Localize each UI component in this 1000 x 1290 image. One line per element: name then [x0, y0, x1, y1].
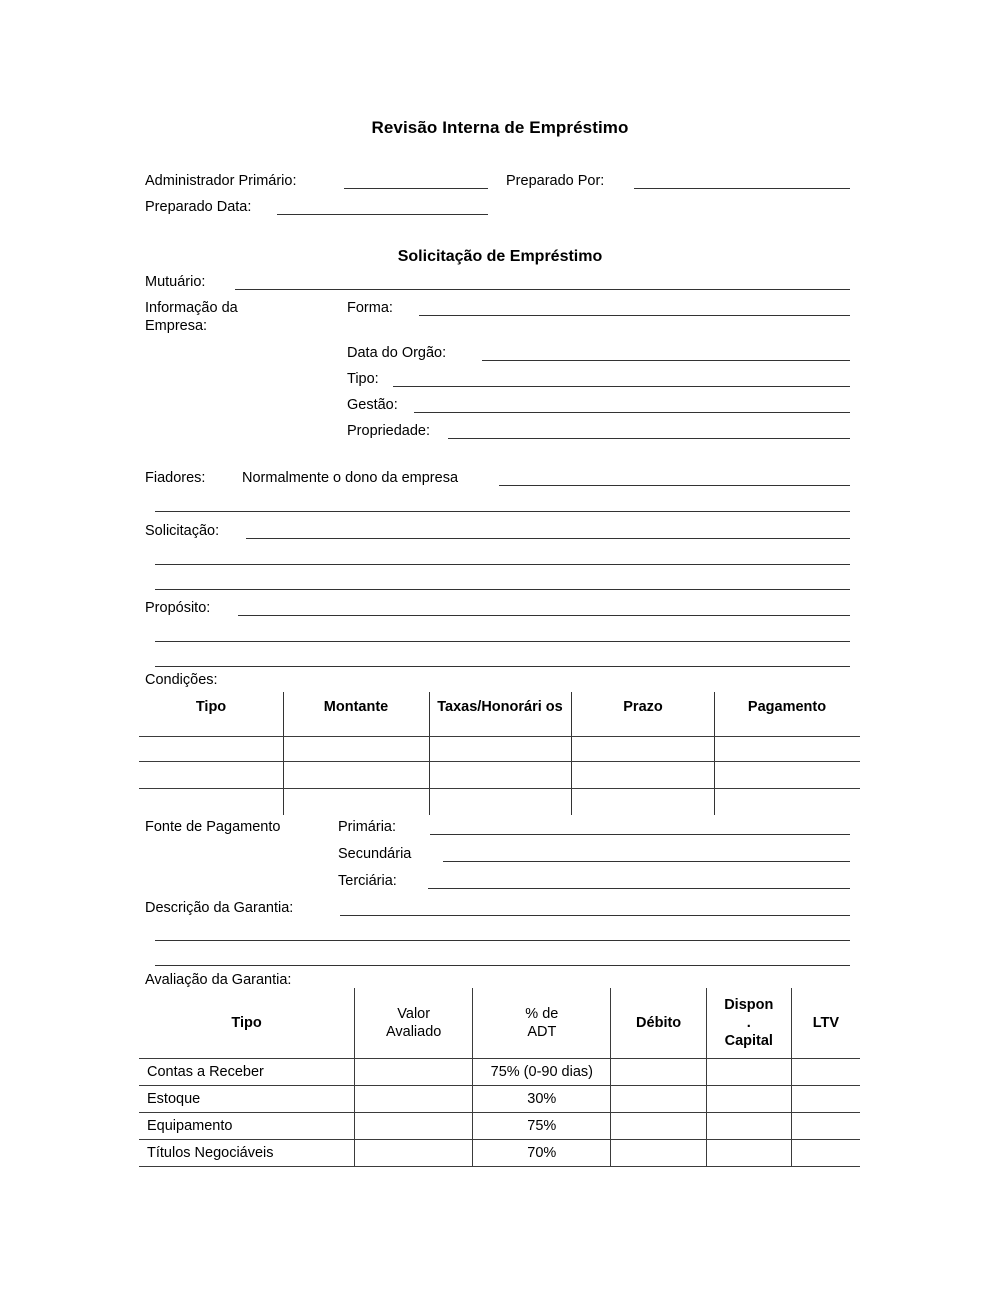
cell-dispon-capital[interactable] [706, 1140, 791, 1167]
field-gestao-label: Gestão: [347, 397, 398, 413]
condicoes-row-divider-3 [139, 788, 860, 789]
field-solicitacao-blank-line2[interactable] [155, 564, 850, 565]
field-data-orgao-label: Data do Orgão: [347, 345, 447, 361]
condicoes-header-prazo: Prazo [623, 699, 663, 715]
field-fiadores-blank[interactable] [499, 485, 850, 486]
cell-debito[interactable] [611, 1059, 706, 1086]
field-informacao-empresa-label-line1: Informação da [145, 300, 238, 316]
field-primaria-label: Primária: [338, 819, 397, 835]
condicoes-header-montante: Montante [323, 699, 389, 715]
cell-pct-adt: 75% [473, 1113, 611, 1140]
field-solicitacao-label: Solicitação: [145, 523, 220, 539]
field-propriedade-label: Propriedade: [347, 423, 431, 439]
field-fiadores-label: Fiadores: [145, 470, 206, 486]
avaliacao-header-pct-adt [473, 988, 611, 1059]
table-row [139, 1113, 860, 1140]
page-title: Revisão Interna de Empréstimo [371, 118, 629, 137]
cell-pct-adt: 30% [473, 1086, 611, 1113]
avaliacao-header-ltv-text: LTV [812, 1015, 840, 1031]
field-gestao-blank[interactable] [414, 412, 850, 413]
field-descricao-garantia-blank-line2[interactable] [155, 940, 850, 941]
field-preparado-por-blank[interactable] [634, 188, 850, 189]
cell-tipo: Equipamento [139, 1113, 355, 1140]
cell-dispon-capital[interactable] [706, 1059, 791, 1086]
field-descricao-garantia-blank-line3[interactable] [155, 965, 850, 966]
avaliacao-header-tipo [139, 988, 355, 1059]
field-proposito-blank-line3[interactable] [155, 666, 850, 667]
field-administrador-primario-label: Administrador Primário: [145, 173, 297, 189]
cell-ltv[interactable] [791, 1059, 860, 1086]
cell-dispon-capital[interactable] [706, 1086, 791, 1113]
field-tipo-blank[interactable] [393, 386, 850, 387]
fonte-pagamento-label: Fonte de Pagamento [145, 819, 281, 835]
field-preparado-data-label: Preparado Data: [145, 199, 252, 215]
condicoes-col-divider-4 [714, 692, 715, 815]
cell-valor-avaliado[interactable] [355, 1059, 473, 1086]
field-terciaria-blank[interactable] [428, 888, 850, 889]
field-mutuario-blank[interactable] [235, 289, 850, 290]
field-proposito-blank[interactable] [238, 615, 850, 616]
cell-tipo: Contas a Receber [139, 1059, 355, 1086]
field-fiadores-blank-line2[interactable] [155, 511, 850, 512]
avaliacao-header-debito-text: Débito [636, 1015, 682, 1031]
avaliacao-header-ltv [791, 988, 860, 1059]
condicoes-col-divider-1 [283, 692, 284, 815]
avaliacao-garantia-label: Avaliação da Garantia: [145, 972, 292, 988]
condicoes-col-divider-2 [429, 692, 430, 815]
field-mutuario-label: Mutuário: [145, 274, 206, 290]
avaliacao-header-pct-adt-line1: % de [525, 1006, 559, 1022]
field-preparado-por-label: Preparado Por: [506, 173, 605, 189]
field-data-orgao-blank[interactable] [482, 360, 850, 361]
condicoes-header-taxas-honorarios: Taxas/Honorári os [437, 699, 563, 715]
condicoes-header-tipo: Tipo [195, 699, 227, 715]
condicoes-label: Condições: [145, 672, 218, 688]
table-row [139, 1086, 860, 1113]
table-row [139, 1059, 860, 1086]
cell-ltv[interactable] [791, 1086, 860, 1113]
cell-pct-adt: 70% [473, 1140, 611, 1167]
cell-valor-avaliado[interactable] [355, 1140, 473, 1167]
field-proposito-label: Propósito: [145, 600, 211, 616]
avaliacao-header-dispon-capital-line3: Capital [724, 1033, 773, 1049]
field-secundaria-label: Secundária [338, 846, 412, 862]
cell-debito[interactable] [611, 1086, 706, 1113]
field-fiadores-value: Normalmente o dono da empresa [242, 470, 459, 486]
avaliacao-header-dispon-capital-line1: Dispon [724, 997, 774, 1013]
field-forma-blank[interactable] [419, 315, 850, 316]
cell-dispon-capital[interactable] [706, 1113, 791, 1140]
field-solicitacao-blank[interactable] [246, 538, 850, 539]
section-title-solicitacao: Solicitação de Empréstimo [397, 248, 603, 265]
cell-debito[interactable] [611, 1140, 706, 1167]
condicoes-header-pagamento: Pagamento [747, 699, 827, 715]
cell-valor-avaliado[interactable] [355, 1113, 473, 1140]
avaliacao-header-dispon-capital-line2: . [746, 1015, 751, 1031]
field-secundaria-blank[interactable] [443, 861, 850, 862]
field-proposito-blank-line2[interactable] [155, 641, 850, 642]
field-descricao-garantia-blank[interactable] [340, 915, 850, 916]
cell-tipo: Títulos Negociáveis [139, 1140, 355, 1167]
cell-tipo: Estoque [139, 1086, 355, 1113]
avaliacao-header-tipo-text: Tipo [231, 1015, 262, 1031]
table-row [139, 1140, 860, 1167]
avaliacao-header-pct-adt-line2: ADT [527, 1024, 557, 1040]
table-header-row [139, 988, 860, 1059]
cell-pct-adt: 75% (0-90 dias) [473, 1059, 611, 1086]
avaliacao-garantia-table [139, 988, 860, 1167]
condicoes-row-divider-1 [139, 736, 860, 737]
cell-ltv[interactable] [791, 1140, 860, 1167]
field-primaria-blank[interactable] [430, 834, 850, 835]
avaliacao-header-valor-avaliado-line2: Avaliado [385, 1024, 442, 1040]
avaliacao-header-valor-avaliado [355, 988, 473, 1059]
field-informacao-empresa-label-line2: Empresa: [145, 318, 208, 334]
avaliacao-header-valor-avaliado-line1: Valor [397, 1006, 431, 1022]
field-tipo-label: Tipo: [347, 371, 379, 387]
avaliacao-header-dispon-capital [706, 988, 791, 1059]
cell-debito[interactable] [611, 1113, 706, 1140]
field-preparado-data-blank[interactable] [277, 214, 488, 215]
field-terciaria-label: Terciária: [338, 873, 397, 889]
field-forma-label: Forma: [347, 300, 393, 316]
cell-ltv[interactable] [791, 1113, 860, 1140]
cell-valor-avaliado[interactable] [355, 1086, 473, 1113]
field-administrador-primario-blank[interactable] [344, 188, 488, 189]
condicoes-row-divider-2 [139, 761, 860, 762]
avaliacao-header-debito [611, 988, 706, 1059]
field-propriedade-blank[interactable] [448, 438, 850, 439]
field-solicitacao-blank-line3[interactable] [155, 589, 850, 590]
condicoes-col-divider-3 [571, 692, 572, 815]
field-descricao-garantia-label: Descrição da Garantia: [145, 900, 294, 916]
